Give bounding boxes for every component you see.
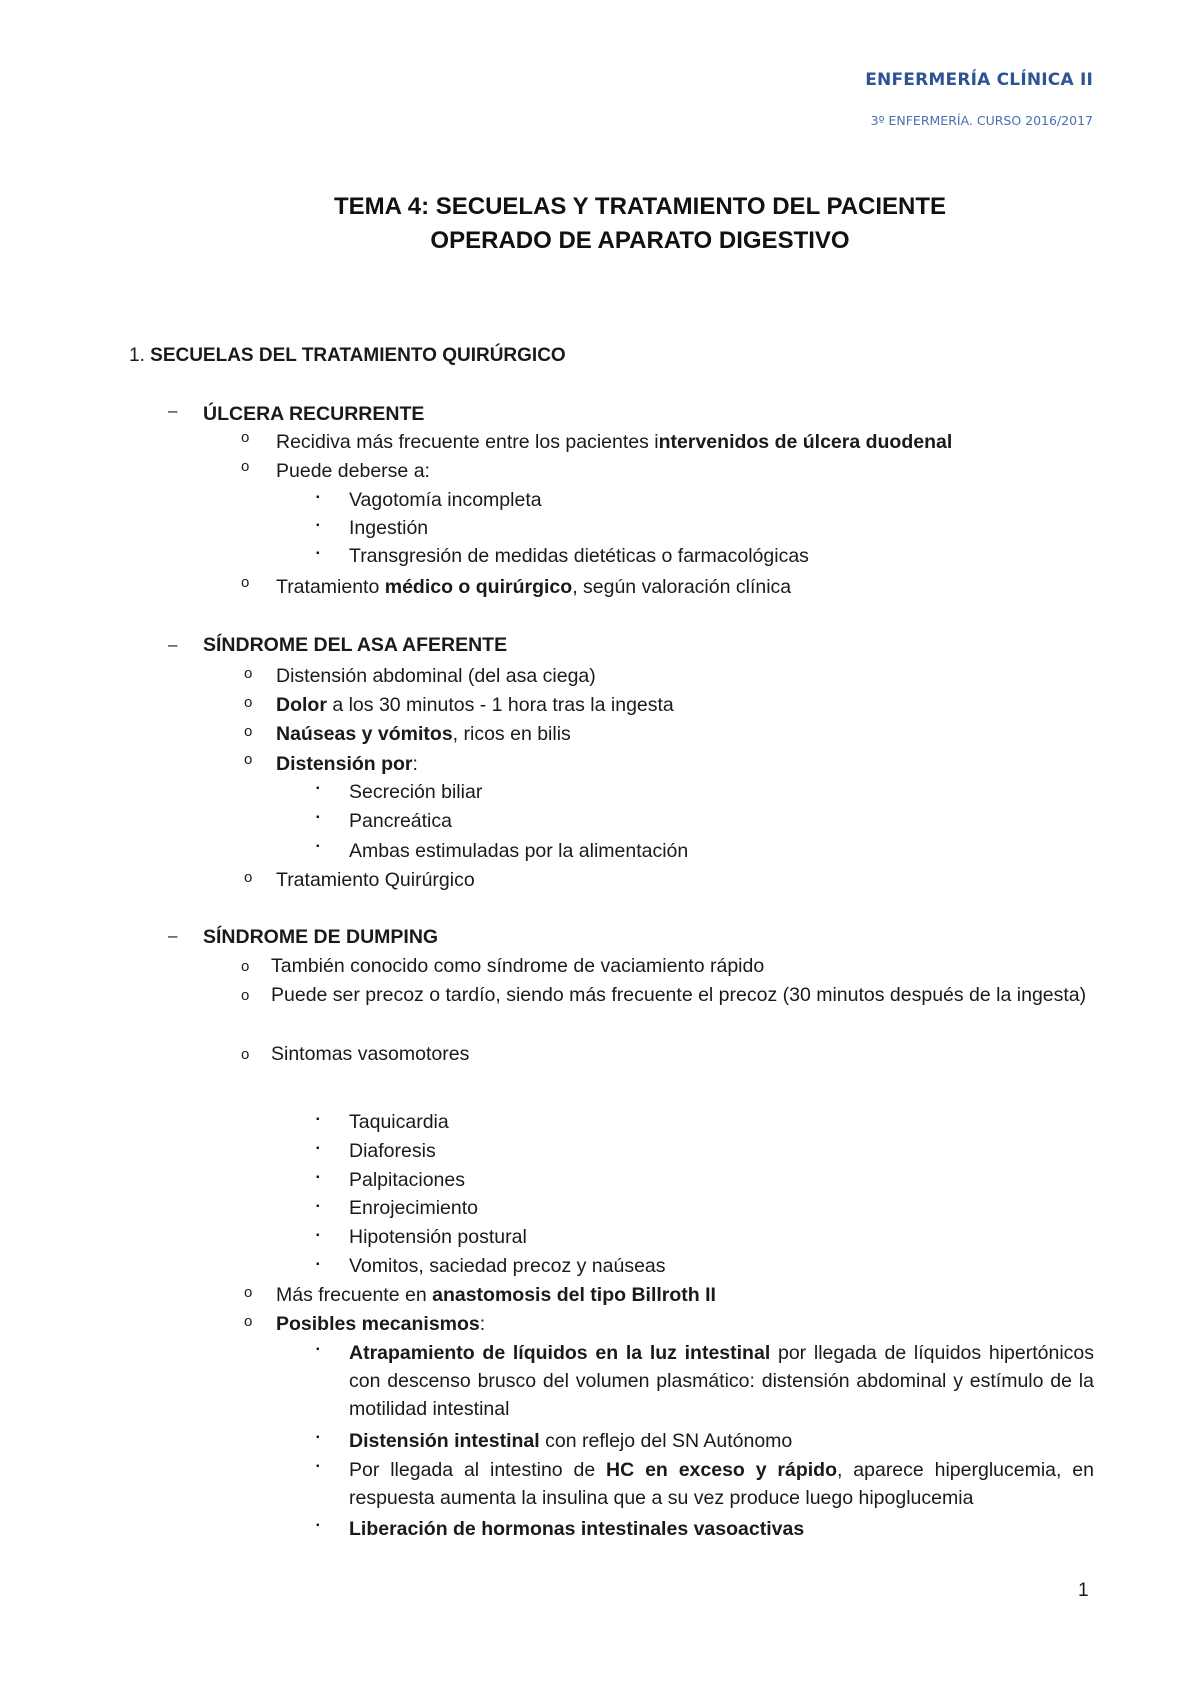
- section-number: 1.: [129, 345, 145, 366]
- asa-item-treatment: Tratamiento Quirúrgico: [276, 869, 475, 891]
- header-course-subtitle: 3º ENFERMERÍA. CURSO 2016/2017: [870, 113, 1093, 128]
- square-bullet: ▪: [316, 1114, 320, 1125]
- text-fragment: , aparece hiperglucemia, en respuesta aumenta la insulina que a su vez produce luego hipoglucemia: [349, 1459, 1094, 1509]
- asa-cause: Secreción biliar: [349, 781, 483, 803]
- dash-bullet: –: [168, 926, 178, 945]
- section-heading: [129, 345, 566, 367]
- ulcera-cause: Ingestión: [349, 517, 429, 539]
- asa-heading: [203, 631, 507, 659]
- dumping-mechanism: [349, 1339, 1094, 1423]
- text-fragment: :: [412, 753, 418, 775]
- circle-bullet: o: [241, 958, 250, 975]
- circle-bullet: o: [244, 694, 253, 711]
- text-bold: Naúseas y vómitos: [276, 723, 453, 745]
- dash-bullet: –: [168, 635, 178, 654]
- text-bold: Distensión por: [276, 753, 413, 775]
- square-bullet: ▪: [316, 812, 320, 823]
- asa-cause: Ambas estimuladas por la alimentación: [349, 840, 689, 862]
- square-bullet: ▪: [316, 1520, 320, 1531]
- dumping-heading: [203, 923, 438, 951]
- circle-bullet: o: [244, 751, 253, 768]
- square-bullet: ▪: [316, 1259, 320, 1270]
- title-line-2: OPERADO DE APARATO DIGESTIVO: [430, 227, 850, 254]
- header-course-title: ENFERMERÍA CLÍNICA II: [865, 70, 1093, 90]
- dumping-item-billroth: [276, 1281, 716, 1309]
- text-fragment: a los 30 minutos - 1 hora tras la ingesta: [326, 694, 674, 716]
- circle-bullet: o: [244, 665, 253, 682]
- asa-item-distension: [276, 750, 418, 778]
- square-bullet: ▪: [316, 520, 320, 531]
- text-fragment: por llegada de líquidos hipertónicos con descenso brusco del volumen plasmático: distensión abdominal y estímulo de la motilidad intestinal: [349, 1342, 1095, 1420]
- square-bullet: ▪: [316, 1201, 320, 1212]
- circle-bullet: o: [241, 574, 250, 591]
- text-fragment: con reflejo del SN Autónomo: [539, 1430, 793, 1452]
- ulcera-item-causes: Puede deberse a:: [276, 460, 430, 482]
- square-bullet: ▪: [316, 841, 320, 852]
- dumping-item: También conocido como síndrome de vaciamiento rápido: [271, 955, 765, 977]
- ulcera-heading-text: ÚLCERA RECURRENTE: [203, 403, 425, 425]
- text-bold: HC en exceso y rápido: [606, 1459, 837, 1481]
- text-bold: ntervenidos de úlcera duodenal: [658, 431, 953, 453]
- dumping-symptom: Palpitaciones: [349, 1169, 465, 1191]
- circle-bullet: o: [241, 1046, 250, 1063]
- circle-bullet: o: [241, 429, 250, 446]
- dumping-symptom: Vomitos, saciedad precoz y naúseas: [349, 1255, 666, 1277]
- text-bold: anastomosis del tipo Billroth II: [432, 1284, 716, 1306]
- ulcera-cause: Transgresión de medidas dietéticas o farmacológicas: [349, 545, 809, 567]
- text-bold: Dolor: [276, 694, 327, 716]
- square-bullet: ▪: [316, 1344, 320, 1355]
- square-bullet: ▪: [316, 1230, 320, 1241]
- dumping-symptom: Enrojecimiento: [349, 1197, 478, 1219]
- square-bullet: ▪: [316, 1432, 320, 1443]
- square-bullet: ▪: [316, 1461, 320, 1472]
- ulcera-item-treatment: [276, 573, 791, 601]
- title-line-1: TEMA 4: SECUELAS Y TRATAMIENTO DEL PACIENTE: [333, 193, 947, 220]
- text-fragment: , ricos en bilis: [452, 723, 571, 745]
- ulcera-heading: [203, 400, 424, 428]
- circle-bullet: o: [244, 723, 253, 740]
- square-bullet: ▪: [316, 492, 320, 503]
- text-fragment: Más frecuente en: [276, 1284, 433, 1306]
- ulcera-cause: Vagotomía incompleta: [349, 489, 542, 511]
- dumping-symptom: Taquicardia: [349, 1111, 449, 1133]
- text-fragment: :: [479, 1313, 486, 1335]
- circle-bullet: o: [244, 1313, 253, 1330]
- text-fragment: Por llegada al intestino de: [349, 1459, 607, 1481]
- text-bold: Posibles mecanismos: [276, 1313, 480, 1335]
- page-number: 1: [1078, 1580, 1089, 1601]
- square-bullet: ▪: [316, 548, 320, 559]
- page-title: [200, 190, 1080, 258]
- text-fragment: Recidiva más frecuente entre los pacientes i: [276, 431, 659, 453]
- asa-item-nauseas: [276, 720, 571, 748]
- asa-heading-text: SÍNDROME DEL ASA AFERENTE: [203, 634, 508, 656]
- square-bullet: ▪: [316, 783, 320, 794]
- text-bold: Distensión intestinal: [349, 1430, 540, 1452]
- dumping-item-vasomotores: Sintomas vasomotores: [271, 1043, 470, 1065]
- dumping-mechanism: [349, 1515, 804, 1543]
- text-bold: médico o quirúrgico: [384, 576, 573, 598]
- text-bold: Atrapamiento de líquidos en la luz intestinal: [349, 1342, 771, 1364]
- dumping-item-precoz: Puede ser precoz o tardío, siendo más frecuente el precoz (30 minutos después de la ingesta): [271, 984, 1087, 1006]
- circle-bullet: o: [241, 987, 250, 1004]
- text-bold: Liberación de hormonas intestinales vasoactivas: [349, 1518, 805, 1540]
- dumping-mechanism: [349, 1427, 792, 1455]
- circle-bullet: o: [244, 869, 253, 886]
- text-fragment: , según valoración clínica: [572, 576, 792, 598]
- dumping-mechanism: [349, 1456, 1094, 1512]
- asa-item: Distensión abdominal (del asa ciega): [276, 665, 596, 687]
- dumping-symptom: Diaforesis: [349, 1140, 436, 1162]
- text-fragment: Tratamiento: [276, 576, 385, 598]
- circle-bullet: o: [244, 1284, 253, 1301]
- section-title: SECUELAS DEL TRATAMIENTO QUIRÚRGICO: [150, 345, 566, 366]
- dumping-item-mecanismos: [276, 1310, 485, 1338]
- asa-cause: Pancreática: [349, 810, 452, 832]
- square-bullet: ▪: [316, 1143, 320, 1154]
- square-bullet: ▪: [316, 1172, 320, 1183]
- dumping-symptom: Hipotensión postural: [349, 1226, 527, 1248]
- dash-bullet: –: [168, 401, 178, 420]
- ulcera-item-recidiva: [276, 428, 952, 456]
- circle-bullet: o: [241, 458, 250, 475]
- dumping-heading-text: SÍNDROME DE DUMPING: [203, 926, 439, 948]
- asa-item-dolor: [276, 691, 674, 719]
